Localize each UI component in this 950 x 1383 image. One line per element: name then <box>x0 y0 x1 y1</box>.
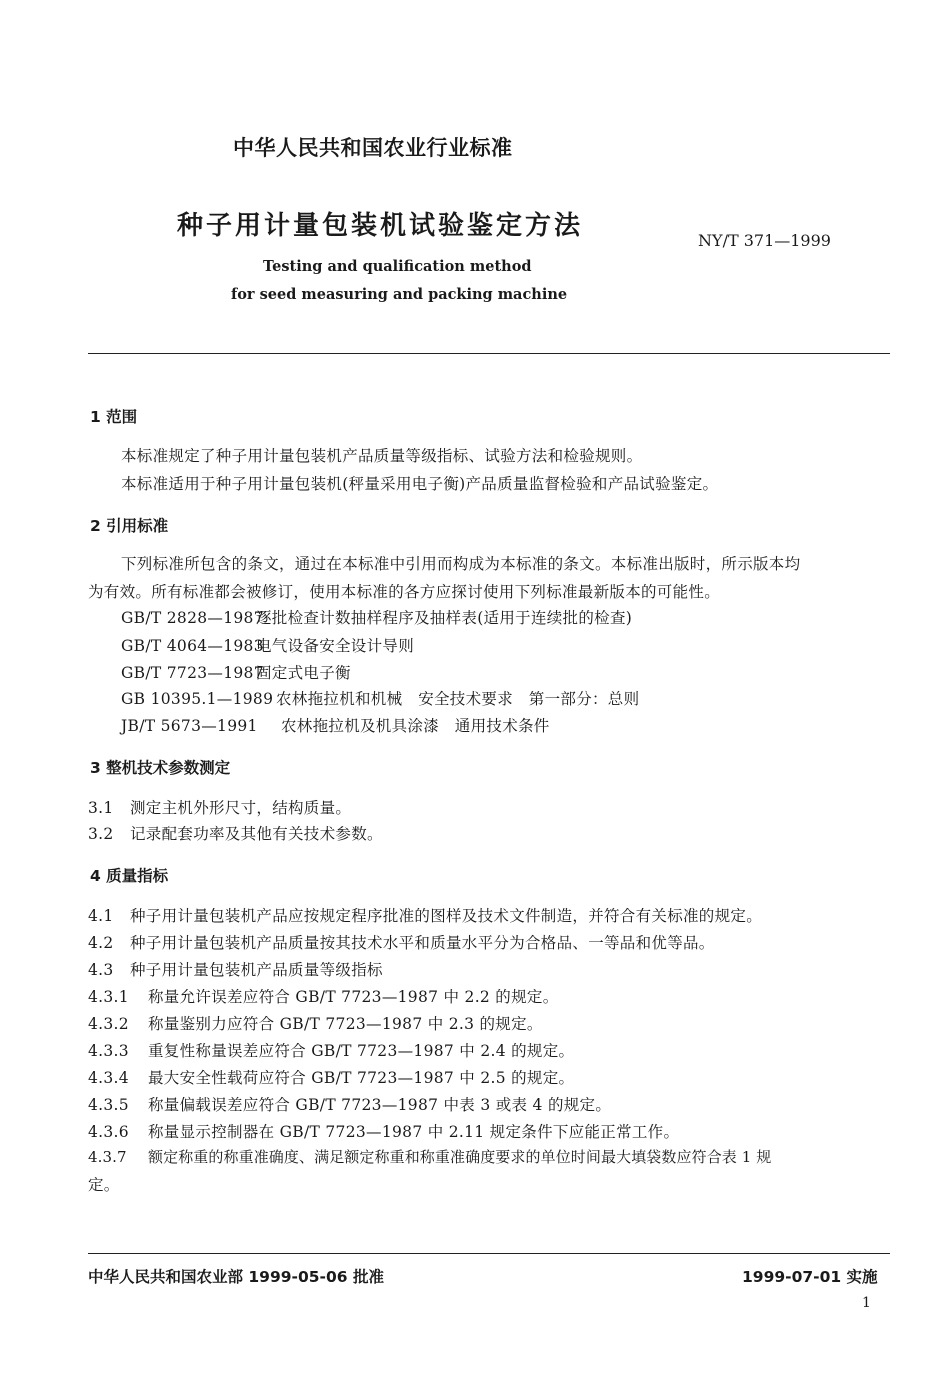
clause-number: 4.3.6 <box>88 1123 129 1141</box>
clause-number: 4.1 <box>88 907 114 925</box>
clause-text: 称量允许误差应符合 GB/T 7723—1987 中 2.2 的规定。 <box>148 988 559 1006</box>
clause-row <box>88 822 383 844</box>
standard-code: NY/T 371—1999 <box>698 231 831 250</box>
section-3-heading: 3 整机技术参数测定 <box>90 759 231 777</box>
approval-note: 中华人民共和国农业部 1999-05-06 批准 <box>88 1268 384 1286</box>
clause-row <box>88 796 351 818</box>
clause-text: 称量偏载误差应符合 GB/T 7723—1987 中表 3 或表 4 的规定。 <box>148 1096 612 1114</box>
footer-divider <box>88 1253 890 1254</box>
reference-row <box>121 687 639 709</box>
clause-continuation: 定。 <box>88 1176 120 1194</box>
english-title-line-2: for seed measuring and packing machine <box>231 286 568 303</box>
reference-title: 固定式电子衡 <box>256 664 351 682</box>
reference-code: GB/T 7723—1987 <box>121 664 264 682</box>
clause-row <box>88 985 559 1007</box>
page-number: 1 <box>862 1295 871 1311</box>
clause-text: 种子用计量包装机产品应按规定程序批准的图样及技术文件制造，并符合有关标准的规定。 <box>130 907 763 925</box>
clause-row <box>88 904 762 926</box>
reference-row <box>121 634 414 656</box>
clause-number: 4.3.1 <box>88 988 129 1006</box>
clause-row <box>88 1146 771 1167</box>
header-divider <box>88 353 890 354</box>
section-1-paragraph-2: 本标准适用于种子用计量包装机(秤量采用电子衡)产品质量监督检验和产品试验鉴定。 <box>121 475 719 493</box>
document-title: 种子用计量包装机试验鉴定方法 <box>177 211 584 241</box>
reference-title: 农林拖拉机和机械 安全技术要求 第一部分：总则 <box>276 690 640 708</box>
reference-code: GB 10395.1—1989 <box>121 690 274 708</box>
clause-text: 最大安全性载荷应符合 GB/T 7723—1987 中 2.5 的规定。 <box>148 1069 575 1087</box>
clause-text: 额定称重的称重准确度、满足额定称重和称重准确度要求的单位时间最大填袋数应符合表 1 规 <box>148 1148 772 1166</box>
section-4-heading: 4 质量指标 <box>90 867 169 885</box>
english-title-line-1: Testing and qualification method <box>263 258 532 275</box>
reference-title: 农林拖拉机及机具涂漆 通用技术条件 <box>281 717 550 735</box>
clause-text: 称量鉴别力应符合 GB/T 7723—1987 中 2.3 的规定。 <box>148 1015 543 1033</box>
reference-title: 电气设备安全设计导则 <box>256 637 415 655</box>
clause-text: 重复性称量误差应符合 GB/T 7723—1987 中 2.4 的规定。 <box>148 1042 575 1060</box>
reference-code: GB/T 2828—1987 <box>121 609 264 627</box>
reference-row <box>121 661 351 683</box>
reference-code: GB/T 4064—1983 <box>121 637 264 655</box>
clause-row <box>88 1039 574 1061</box>
issuer-title: 中华人民共和国农业行业标准 <box>233 136 513 160</box>
clause-number: 3.1 <box>88 799 114 817</box>
section-2-heading: 2 引用标准 <box>90 517 169 535</box>
clause-row <box>88 1093 611 1115</box>
reference-row <box>121 606 632 628</box>
effective-date: 1999-07-01 实施 <box>742 1268 878 1286</box>
section-2-intro-line-2: 为有效。所有标准都会被修订，使用本标准的各方应探讨使用下列标准最新版本的可能性。 <box>88 583 721 601</box>
clause-row <box>88 1012 543 1034</box>
clause-row <box>88 958 383 980</box>
clause-number: 4.3 <box>88 961 114 979</box>
clause-number: 4.3.2 <box>88 1015 129 1033</box>
reference-row <box>121 714 550 736</box>
clause-number: 4.3.3 <box>88 1042 129 1060</box>
clause-number: 4.3.7 <box>88 1148 127 1166</box>
clause-number: 4.3.4 <box>88 1069 129 1087</box>
reference-code: JB/T 5673—1991 <box>121 717 258 735</box>
clause-text: 种子用计量包装机产品质量等级指标 <box>130 961 383 979</box>
clause-text: 记录配套功率及其他有关技术参数。 <box>130 825 383 843</box>
section-2-intro-line-1: 下列标准所包含的条文，通过在本标准中引用而构成为本标准的条文。本标准出版时，所示版本均 <box>121 555 801 573</box>
clause-text: 称量显示控制器在 GB/T 7723—1987 中 2.11 规定条件下应能正常工作。 <box>148 1123 680 1141</box>
clause-row <box>88 931 715 953</box>
section-1-heading: 1 范围 <box>90 408 138 426</box>
clause-row <box>88 1120 679 1142</box>
clause-row <box>88 1066 574 1088</box>
clause-number: 4.2 <box>88 934 114 952</box>
reference-title: 逐批检查计数抽样程序及抽样表(适用于连续批的检查) <box>256 609 633 627</box>
clause-number: 3.2 <box>88 825 114 843</box>
section-1-paragraph-1: 本标准规定了种子用计量包装机产品质量等级指标、试验方法和检验规则。 <box>121 447 643 465</box>
clause-text: 种子用计量包装机产品质量按其技术水平和质量水平分为合格品、一等品和优等品。 <box>130 934 715 952</box>
clause-number: 4.3.5 <box>88 1096 129 1114</box>
clause-text: 测定主机外形尺寸，结构质量。 <box>130 799 352 817</box>
